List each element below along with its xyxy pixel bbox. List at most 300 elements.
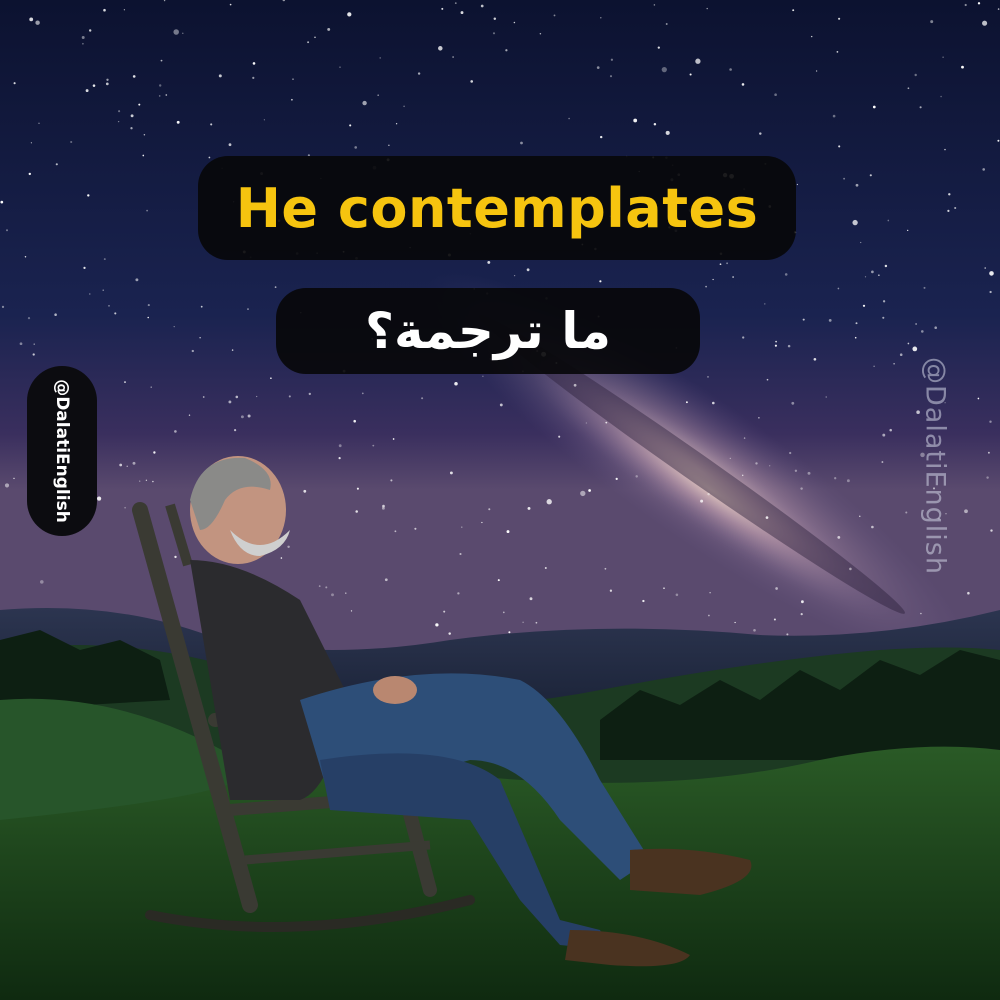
star [82, 36, 85, 39]
star [744, 437, 745, 438]
star [907, 230, 908, 231]
star [148, 304, 150, 306]
star [900, 353, 903, 356]
star [600, 17, 601, 18]
star [264, 119, 265, 120]
star [662, 67, 667, 72]
star [379, 57, 381, 59]
star [31, 142, 32, 143]
star [165, 94, 167, 96]
star [856, 322, 858, 324]
star [984, 267, 986, 269]
star [103, 9, 106, 12]
star [882, 317, 884, 319]
star [307, 41, 309, 43]
star [377, 94, 379, 96]
star [600, 136, 602, 138]
star [989, 291, 991, 293]
star [686, 401, 688, 403]
star [930, 20, 933, 23]
star [354, 146, 357, 149]
star [34, 343, 35, 344]
star [558, 436, 560, 438]
star [742, 336, 744, 338]
star [522, 622, 523, 623]
star [998, 8, 1000, 10]
star [989, 271, 994, 276]
star [826, 396, 827, 397]
star [769, 465, 770, 466]
star [801, 600, 804, 603]
star [394, 530, 396, 532]
star [808, 472, 811, 475]
star [481, 5, 484, 8]
star [530, 597, 533, 600]
headline-text: He contemplates [235, 176, 759, 240]
star [540, 33, 541, 34]
star [611, 59, 613, 61]
star [481, 522, 482, 523]
star [597, 66, 600, 69]
star [232, 349, 233, 350]
star [173, 29, 179, 35]
star [838, 18, 840, 20]
star [873, 366, 874, 367]
star [461, 526, 462, 527]
handle-badge-text: @DalatiEnglish [52, 379, 72, 523]
star [83, 267, 85, 269]
star [574, 384, 577, 387]
star [114, 312, 116, 314]
star [20, 342, 23, 345]
star [690, 73, 692, 75]
star [56, 163, 58, 165]
star [978, 398, 980, 400]
star [339, 444, 342, 447]
star [948, 193, 950, 195]
star [616, 478, 618, 480]
star [520, 142, 523, 145]
star [253, 62, 256, 65]
star [309, 393, 311, 395]
star [934, 326, 937, 329]
star [885, 265, 887, 267]
star [236, 396, 239, 399]
star [887, 220, 889, 222]
star [14, 82, 16, 84]
star [852, 220, 857, 225]
star [93, 84, 96, 87]
star [666, 23, 668, 25]
star [545, 567, 547, 569]
star [388, 145, 389, 146]
star [753, 629, 756, 632]
star [450, 471, 453, 474]
star [755, 462, 757, 464]
star [786, 633, 788, 635]
star [275, 286, 277, 288]
star [978, 2, 980, 4]
star [642, 600, 644, 602]
star [487, 261, 490, 264]
star [586, 422, 587, 423]
star [986, 476, 988, 478]
star [70, 141, 72, 143]
star [742, 475, 743, 476]
star [785, 273, 788, 276]
star [89, 29, 91, 31]
star [0, 201, 3, 204]
star [159, 84, 161, 86]
star [878, 275, 879, 276]
star [33, 353, 35, 355]
star [775, 341, 777, 343]
star [514, 275, 515, 276]
star [635, 475, 637, 477]
star [732, 276, 734, 278]
star [355, 510, 358, 513]
star [159, 95, 161, 97]
star [362, 101, 366, 105]
star [443, 611, 445, 613]
star [666, 131, 670, 135]
star [403, 106, 405, 108]
star [795, 470, 797, 472]
star [707, 493, 709, 495]
star [847, 479, 850, 482]
star [705, 286, 707, 288]
star [124, 9, 125, 10]
star [676, 594, 679, 597]
star [712, 279, 713, 280]
star [965, 4, 967, 6]
star [838, 288, 840, 290]
star [441, 8, 443, 10]
star [742, 83, 745, 86]
star [199, 337, 200, 338]
star [829, 319, 832, 322]
star [708, 615, 710, 617]
star [508, 631, 510, 633]
star [104, 258, 106, 260]
star [843, 178, 845, 180]
star [967, 592, 970, 595]
star [146, 480, 147, 481]
star [920, 106, 922, 108]
star [554, 14, 556, 16]
star [707, 376, 709, 378]
star [663, 587, 665, 589]
star [228, 400, 231, 403]
star [658, 46, 660, 48]
star [863, 305, 865, 307]
star [6, 229, 8, 231]
star [103, 290, 104, 291]
star [605, 422, 607, 424]
star [127, 466, 128, 467]
star [119, 464, 122, 467]
star [189, 415, 190, 416]
star [357, 488, 359, 490]
star [568, 118, 570, 120]
star [438, 46, 443, 51]
star [803, 319, 805, 321]
star [833, 115, 836, 118]
star [801, 613, 803, 615]
star [82, 43, 84, 45]
star [856, 184, 859, 187]
star [210, 123, 212, 125]
star [990, 529, 992, 531]
star [135, 278, 138, 281]
star [177, 121, 180, 124]
star [774, 93, 777, 96]
star [488, 508, 490, 510]
star [89, 293, 90, 294]
star [314, 37, 316, 39]
star [256, 396, 257, 397]
star [493, 32, 495, 34]
star [106, 83, 109, 86]
star [924, 287, 926, 289]
star [390, 479, 392, 481]
star [893, 363, 895, 365]
star [325, 586, 327, 588]
star [706, 8, 707, 9]
star [345, 592, 346, 593]
handle-badge [27, 366, 97, 536]
star [203, 396, 205, 398]
star [528, 507, 531, 510]
star [536, 622, 538, 624]
star [331, 593, 334, 596]
star [347, 12, 351, 16]
star [982, 21, 987, 26]
star [54, 313, 57, 316]
star [942, 57, 943, 58]
star [905, 511, 907, 513]
star [610, 590, 612, 592]
star [292, 78, 294, 80]
star [988, 452, 990, 454]
star [989, 420, 991, 422]
star [920, 613, 922, 615]
star [982, 168, 985, 171]
star [816, 70, 817, 71]
star [605, 568, 607, 570]
star [435, 623, 438, 626]
star [382, 507, 385, 510]
star [726, 262, 728, 264]
star [124, 381, 126, 383]
star [788, 345, 791, 348]
star [503, 612, 505, 614]
star [151, 386, 152, 387]
star [580, 491, 585, 496]
star [234, 429, 236, 431]
star [883, 300, 885, 302]
star [964, 509, 968, 513]
star [729, 68, 732, 71]
star [470, 80, 473, 83]
star [182, 33, 183, 34]
star [915, 323, 917, 325]
star [860, 242, 861, 243]
star [834, 477, 836, 479]
star [147, 317, 149, 319]
star [138, 104, 140, 106]
star [734, 622, 735, 623]
star [247, 308, 248, 309]
star [588, 489, 591, 492]
star [494, 18, 496, 20]
star [654, 4, 656, 6]
star [241, 415, 244, 418]
star [871, 526, 874, 529]
star [766, 516, 769, 519]
star [709, 592, 710, 593]
star [940, 96, 942, 98]
star [882, 434, 885, 437]
star [774, 618, 776, 620]
star [152, 481, 154, 483]
star [229, 143, 232, 146]
star [108, 305, 109, 306]
star [764, 303, 765, 304]
star [418, 72, 420, 74]
star [28, 317, 30, 319]
star [29, 18, 33, 22]
star [459, 553, 461, 555]
star [720, 263, 722, 265]
star [961, 66, 964, 69]
star [527, 268, 530, 271]
star [498, 579, 500, 581]
star [775, 587, 778, 590]
star [201, 306, 203, 308]
star [849, 568, 852, 571]
star [448, 632, 450, 634]
star [351, 610, 352, 611]
star [192, 350, 194, 352]
star [153, 451, 155, 453]
star [837, 536, 840, 539]
star [859, 516, 860, 517]
star [889, 429, 892, 432]
star [599, 280, 601, 282]
star [811, 36, 812, 37]
star [792, 9, 794, 11]
star [291, 99, 293, 101]
star [452, 56, 454, 58]
star [454, 382, 458, 386]
star [174, 430, 177, 433]
star [287, 546, 289, 548]
star [38, 123, 39, 124]
star [507, 530, 510, 533]
star [139, 480, 140, 481]
star [252, 77, 254, 79]
star [385, 578, 388, 581]
star [633, 119, 637, 123]
star [13, 478, 14, 479]
star [944, 149, 945, 150]
star [29, 173, 31, 175]
star [97, 497, 101, 501]
star [174, 556, 176, 558]
star [767, 379, 769, 381]
star [797, 184, 798, 185]
star [146, 210, 148, 212]
star [947, 210, 949, 212]
star [209, 157, 211, 159]
star [349, 124, 351, 126]
star [339, 66, 341, 68]
star [133, 75, 136, 78]
star [289, 395, 291, 397]
star [414, 528, 416, 530]
star [270, 377, 272, 379]
star [855, 337, 857, 339]
star [870, 174, 872, 176]
star [144, 134, 145, 135]
star [131, 114, 134, 117]
star [547, 499, 552, 504]
star [654, 123, 656, 125]
star [457, 592, 459, 594]
star [25, 256, 26, 257]
star [921, 330, 924, 333]
star [35, 20, 39, 24]
question-text: ما ترجمة؟ [365, 302, 611, 360]
star [838, 145, 840, 147]
star [455, 2, 457, 4]
star [2, 306, 4, 308]
star [362, 392, 364, 394]
star [393, 438, 395, 440]
star [837, 51, 839, 53]
star [118, 121, 119, 122]
handle-watermark-text: @DalatiEnglish [919, 357, 951, 575]
star [873, 106, 876, 109]
star [997, 140, 999, 142]
star [775, 345, 777, 347]
star [86, 89, 89, 92]
star [712, 402, 715, 405]
star [730, 458, 731, 459]
star [482, 376, 483, 377]
star [500, 403, 503, 406]
star [133, 462, 136, 465]
star [800, 487, 802, 489]
star [219, 74, 222, 77]
star [610, 75, 612, 77]
star [124, 507, 126, 509]
star [5, 483, 9, 487]
star [40, 580, 44, 584]
star [912, 347, 917, 352]
star [248, 415, 251, 418]
star [758, 417, 760, 419]
star [396, 123, 397, 124]
star [327, 28, 330, 31]
star [118, 110, 120, 112]
star [303, 490, 306, 493]
question-banner [276, 288, 700, 374]
star [871, 271, 874, 274]
star [339, 457, 341, 459]
star [791, 402, 794, 405]
